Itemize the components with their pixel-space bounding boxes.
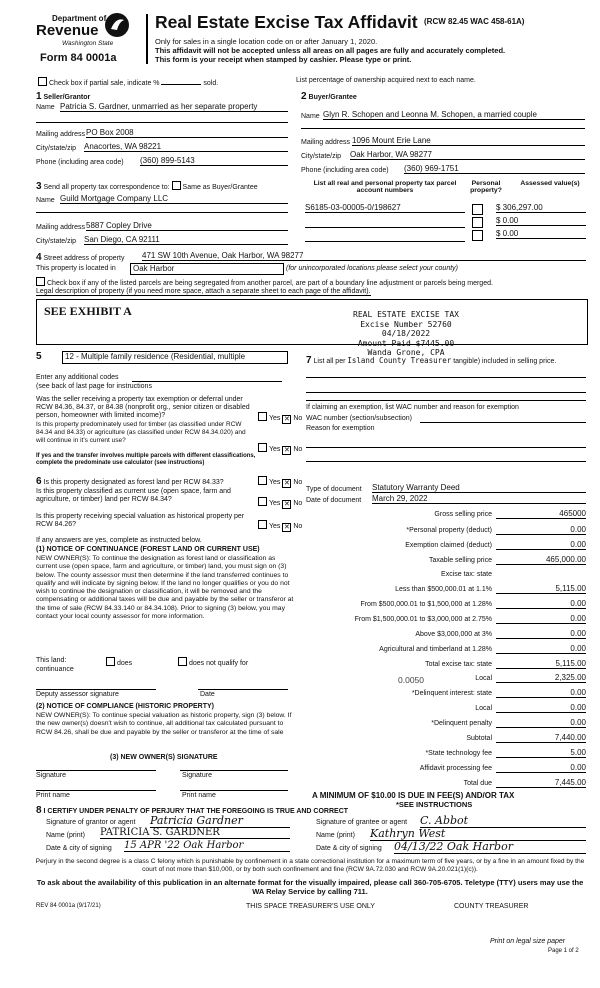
- dor-logo-icon: [104, 12, 130, 38]
- tax-label-interest-state: *Delinquent interest: state: [411, 690, 492, 697]
- owner-print-label-2: Print name: [182, 792, 216, 799]
- grantee-signature[interactable]: C. Abbot: [420, 814, 586, 828]
- exemption-no-checkbox[interactable]: ✕: [283, 416, 290, 423]
- tax-value-tier2[interactable]: 0.00: [496, 599, 586, 609]
- tax-value-gross[interactable]: 465000: [496, 509, 586, 519]
- seller-phone-label: Phone (including area code): [36, 159, 124, 166]
- tax-label-tier4: Above $3,000,000 at 3%: [415, 631, 492, 638]
- historic-yes-checkbox[interactable]: [258, 520, 267, 529]
- seller-mailing-label: Mailing address: [36, 131, 86, 138]
- tax-value-interest-local[interactable]: 0.00: [496, 703, 586, 713]
- tax-label-excise-state: Excise tax: state: [441, 571, 492, 578]
- historic-no-checkbox[interactable]: ✕: [283, 524, 290, 531]
- wac-field[interactable]: [420, 415, 586, 423]
- owner-signature-label-1: Signature: [36, 772, 66, 779]
- corr-name-field[interactable]: Guild Mortgage Company LLC: [60, 194, 288, 204]
- continuance-label: continuance: [36, 666, 74, 673]
- grantor-name[interactable]: PATRICIA S. GARDNER: [100, 827, 290, 839]
- corr-city-label: City/state/zip: [36, 238, 77, 245]
- tax-value-technology[interactable]: 5.00: [496, 748, 586, 758]
- treasurer-stamp: [316, 310, 496, 358]
- section7-num: 7: [306, 355, 312, 366]
- section7-text-a: List all per: [313, 358, 346, 365]
- buyer-phone-label: Phone (including area code): [301, 167, 389, 174]
- tax-value-local[interactable]: 2,325.00: [496, 673, 586, 683]
- corr-mailing-field[interactable]: 5887 Copley Drive: [86, 221, 288, 231]
- parcel-value-2[interactable]: $ 0.00: [496, 216, 586, 226]
- tax-label-taxable: Taxable selling price: [428, 557, 492, 564]
- doc-type-label: Type of document: [306, 486, 362, 493]
- grantor-date-label: Date & city of signing: [46, 845, 112, 852]
- exemption-yes-checkbox[interactable]: [258, 412, 267, 421]
- historic-question: Is this property receiving special valuation as historical property per RCW 84.26?: [36, 513, 245, 528]
- parcel-number-1[interactable]: S6185-03-00005-0/198627: [305, 203, 465, 213]
- timber-yes-label: Yes: [269, 446, 281, 453]
- tax-label-agricultural: Agricultural and timberland at 1.28%: [379, 646, 492, 653]
- minimum-notice: A MINIMUM OF $10.00 IS DUE IN FEE(S) AND/OR TAX: [312, 791, 515, 800]
- county-treasurer: COUNTY TREASURER: [454, 903, 529, 910]
- forest-yes-checkbox[interactable]: [258, 476, 267, 485]
- seller-heading-label: Seller/Grantor: [43, 94, 91, 101]
- tax-value-penalty[interactable]: 0.00: [496, 718, 586, 728]
- deputy-label: Deputy assessor signature: [36, 691, 119, 698]
- timber-question-b: If yes and the transfer involves multiple parcels with different classifications, complete the predominate use calculator (see instructions): [36, 453, 256, 466]
- partial-sale-label: Check box if partial sale, indicate %: [49, 80, 160, 87]
- alternate-format: To ask about the availability of this publication in an alternate format for the visually impaired, please call 360-705-6705. Teletype (TTY) users may use the WA Relay Service by calling 711.: [36, 878, 584, 896]
- grantee-date-label: Date & city of signing: [316, 845, 382, 852]
- parcel-personal-3[interactable]: [472, 230, 483, 241]
- seller-heading: [36, 91, 90, 102]
- tax-label-total-state: Total excise tax: state: [425, 661, 492, 668]
- land-use-select[interactable]: 12 - Multiple family residence (Residential, multiple: [62, 351, 288, 364]
- tax-value-agricultural[interactable]: 0.00: [496, 644, 586, 654]
- see-back-label: (see back of last page for instructions: [36, 383, 152, 390]
- located-select[interactable]: Oak Harbor: [130, 263, 284, 275]
- subtitle-2: This affidavit will not be accepted unless all areas on all pages are fully and accurately completed.: [155, 46, 506, 55]
- parcels-col3: Assessed value(s): [520, 180, 580, 187]
- grantee-name-label: Name (print): [316, 832, 355, 839]
- seller-num: 1: [36, 91, 42, 102]
- form-rcw: (RCW 82.45 WAC 458-61A): [424, 17, 525, 26]
- partial-sale-checkbox[interactable]: [38, 77, 47, 86]
- section6-num: 6: [36, 476, 42, 487]
- street-field[interactable]: 471 SW 10th Avenue, Oak Harbor, WA 98277: [142, 251, 586, 261]
- form-title: Real Estate Excise Tax Affidavit: [155, 12, 418, 32]
- tax-label-local: Local: [475, 675, 492, 682]
- tax-value-tier4[interactable]: 0.00: [496, 629, 586, 639]
- tax-label-gross: Gross selling price: [434, 511, 492, 518]
- segregated-row: [36, 277, 493, 287]
- current-use-yes-label: Yes: [269, 500, 281, 507]
- street-row: [36, 252, 124, 263]
- does-not-label: does not qualify for: [189, 660, 249, 667]
- buyer-heading-label: Buyer/Grantee: [308, 94, 357, 101]
- street-label: Street address of property: [43, 255, 125, 262]
- parcel-personal-1[interactable]: [472, 204, 483, 215]
- wac-label: WAC number (section/subsection): [306, 415, 412, 422]
- parcels-col1: List all real and personal property tax parcel account numbers: [313, 180, 457, 194]
- tax-value-total-state[interactable]: 5,115.00: [496, 659, 586, 669]
- forest-no-label: No: [293, 479, 303, 486]
- segregated-checkbox[interactable]: [36, 277, 45, 286]
- dept-line1: Department of: [52, 14, 107, 23]
- tax-value-tier3[interactable]: 0.00: [496, 614, 586, 624]
- parcels-col2: Personal property?: [470, 180, 502, 194]
- does-checkbox[interactable]: [106, 657, 115, 666]
- seller-city-label: City/state/zip: [36, 145, 77, 152]
- if-yes-text: If any answers are yes, complete as instructed below.: [36, 537, 202, 544]
- additional-codes-label: Enter any additional codes: [36, 374, 119, 381]
- seller-city-field[interactable]: Anacortes, WA 98221: [84, 142, 288, 152]
- page-number: Page 1 of 2: [548, 948, 579, 954]
- stamp-line4: Amount Paid $7445.00: [357, 338, 455, 348]
- historic-yes-label: Yes: [269, 523, 281, 530]
- stamp-line1: REAL ESTATE EXCISE TAX: [353, 310, 459, 319]
- grantee-name[interactable]: Kathryn West: [370, 827, 586, 841]
- exemption-question: Was the seller receiving a property tax exemption or deferral under RCW 84.36, 84.37, or 84.38 (nonprofit org., senior citizen or disabled person, homeowner with limited income)?: [36, 396, 250, 419]
- exemption-no-label: No: [293, 415, 303, 422]
- does-option: [106, 657, 132, 667]
- dept-line2: Revenue: [36, 22, 99, 39]
- deputy-date-label: Date: [200, 691, 215, 698]
- correspondence-num: 3: [36, 181, 42, 192]
- list-percentage: List percentage of ownership acquired next to each name.: [296, 77, 476, 84]
- dor-logo: [10, 12, 130, 64]
- same-as-buyer-label: Same as Buyer/Grantee: [182, 184, 258, 191]
- does-not-option: [178, 657, 248, 667]
- tax-label-tier2: From $500,000.01 to $1,500,000 at 1.28%: [360, 601, 492, 608]
- corr-name-label: Name: [36, 197, 55, 204]
- tax-label-personal: *Personal property (deduct): [406, 527, 492, 534]
- treasurer-use: THIS SPACE TREASURER'S USE ONLY: [246, 903, 375, 910]
- forest-no-checkbox[interactable]: ✕: [283, 480, 290, 487]
- notice3-title: (3) NEW OWNER(S) SIGNATURE: [110, 754, 218, 761]
- corr-city-field[interactable]: San Diego, CA 92111: [84, 235, 288, 245]
- section8-num: 8: [36, 805, 42, 816]
- forest-yes-label: Yes: [269, 479, 281, 486]
- buyer-heading: [301, 91, 357, 102]
- tax-label-technology: *State technology fee: [425, 750, 492, 757]
- tax-label-total-due: Total due: [463, 780, 492, 787]
- does-not-checkbox[interactable]: [178, 657, 187, 666]
- tax-value-taxable[interactable]: 465,000.00: [496, 555, 586, 565]
- buyer-phone-field[interactable]: (360) 969-1751: [404, 164, 585, 174]
- section7-row: [306, 355, 556, 366]
- grantor-sig-label: Signature of grantor or agent: [46, 819, 136, 826]
- grantor-signature[interactable]: Patricia Gardner: [150, 814, 290, 828]
- forest-row: [36, 476, 224, 487]
- buyer-mailing-field[interactable]: 1096 Mount Erie Lane: [352, 136, 585, 146]
- timber-yes-checkbox[interactable]: [258, 443, 267, 452]
- tax-value-interest-state[interactable]: 0.00: [496, 688, 586, 698]
- stamp-line3: 04/18/2022: [381, 329, 431, 338]
- historic-yes-no: [258, 520, 302, 532]
- see-instructions: *SEE INSTRUCTIONS: [396, 800, 473, 809]
- timber-question: Is this property predominately used for timber (as classified under RCW 84.34 and 84.33) or agriculture (as classified under RCW 84.34.020) and will continue in it's current use?: [36, 421, 246, 444]
- stamp-line2: Excise Number 52760: [360, 319, 452, 329]
- parcel-personal-2[interactable]: [472, 217, 483, 228]
- tax-label-tier1: Less than $500,000.01 at 1.1%: [395, 586, 492, 593]
- forest-yes-no: [258, 476, 302, 488]
- buyer-name-field[interactable]: Glyn R. Schopen and Leonna M. Schopen, a married couple: [323, 110, 585, 120]
- grantor-name-label: Name (print): [46, 832, 85, 839]
- grantee-date[interactable]: 04/13/22 Oak Harbor: [394, 840, 586, 854]
- tax-value-subtotal[interactable]: 7,440.00: [496, 733, 586, 743]
- tax-label-processing: Affidavit processing fee: [419, 765, 492, 772]
- correspondence-heading-label: Send all property tax correspondence to:: [43, 184, 170, 191]
- does-label: does: [117, 660, 133, 667]
- stamp-line6: Island County Treasurer: [347, 356, 452, 365]
- partial-sale-sold: sold.: [203, 80, 219, 87]
- owner-print-label-1: Print name: [36, 792, 70, 799]
- buyer-city-label: City/state/zip: [301, 153, 342, 160]
- seller-phone-field[interactable]: (360) 899-5143: [140, 156, 288, 166]
- certify-text: I CERTIFY UNDER PENALTY OF PERJURY THAT THE FOREGOING IS TRUE AND CORRECT: [43, 808, 349, 815]
- print-legal: Print on legal size paper: [490, 938, 566, 945]
- legal-description: SEE EXHIBIT A: [44, 304, 132, 318]
- owner-signature-label-2: Signature: [182, 772, 212, 779]
- this-land-label: This land:: [36, 657, 67, 664]
- buyer-mailing-label: Mailing address: [301, 139, 351, 146]
- located-note: (for unincorporated locations please select your county): [286, 265, 458, 272]
- timber-no-label: No: [293, 446, 303, 453]
- local-rate: 0.0050: [398, 675, 424, 685]
- notice2-text: NEW OWNER(S): To continue special valuation as historic property, sign (3) below. If the new owner(s) doesn't wish to continue, all additional tax calculated pursuant to RCW 84.26, shall be due and payable by the seller or transferor at the time of sale: [36, 712, 292, 736]
- perjury-notice: [30, 858, 590, 874]
- form-number: Form 84 0001a: [40, 52, 117, 64]
- notice1-text: NEW OWNER(S): To continue the designation as forest land or classification as current use (open space, farm and agriculture, or timber) land, you must sign on (3) below. The county assessor must then determine if the land transferred continues to qualify and will indicate by signing below. If the land no longer qualifies or you do not wish to continue the designation or classification, it will be removed and the compensating or additional taxes will be due and payable by the seller or transferor at the time of sale (RCW 84.33.140 or 84.34.108). Prior to signing (3) below, you may contact your local county assessor for more information.: [36, 555, 294, 621]
- parcel-value-3[interactable]: $ 0.00: [496, 229, 586, 239]
- parcel-number-3[interactable]: [305, 231, 465, 242]
- parcel-number-2[interactable]: [305, 217, 465, 228]
- doc-date-field[interactable]: March 29, 2022: [372, 494, 586, 504]
- located-label: This property is located in: [36, 265, 116, 272]
- tax-value-total-due[interactable]: 7,445.00: [496, 778, 586, 788]
- subtitle-3: This form is your receipt when stamped by cashier. Please type or print.: [155, 55, 412, 64]
- rev-number: REV 84 0001a (9/17/21): [36, 903, 101, 909]
- perjury-text: Perjury in the second degree is a class C felony which is punishable by confinement in a state correctional institution for a maximum term of five years, or by a fine in an amount fixed by the court of not more than $10,000, or by both such confinement and fine (RCW 9A.72.030 and RCW 9A.20.021(1)(c)).: [35, 858, 585, 873]
- reason-label: Reason for exemption: [306, 425, 375, 432]
- seller-name-row: [36, 104, 55, 111]
- section5-num: 5: [36, 351, 42, 362]
- doc-type-field[interactable]: Statutory Warranty Deed: [372, 483, 586, 493]
- notice2-title: (2) NOTICE OF COMPLIANCE (HISTORIC PROPERTY): [36, 703, 214, 710]
- grantor-date[interactable]: 15 APR '22 Oak Harbor: [124, 840, 290, 852]
- forest-question: Is this property designated as forest land per RCW 84.33?: [43, 479, 224, 486]
- buyer-city-field[interactable]: Oak Harbor, WA 98277: [350, 150, 585, 160]
- segregated-label: Check box if any of the listed parcels are being segregated from another parcel, are part of a boundary line adjustment or parcels being merged.: [47, 280, 493, 287]
- parcel-value-1[interactable]: $ 306,297.00: [496, 203, 586, 213]
- property-num: 4: [36, 252, 42, 263]
- wac-intro: If claiming an exemption, list WAC number and reason for exemption: [306, 404, 519, 411]
- stamp-line5: Wanda Grone, CPA: [367, 348, 445, 357]
- current-use-yes-checkbox[interactable]: [258, 497, 267, 506]
- tax-label-tier3: From $1,500,000.01 to $3,000,000 at 2.75%: [354, 616, 492, 623]
- buyer-num: 2: [301, 91, 307, 102]
- current-use-no-label: No: [293, 500, 303, 507]
- dept-line3: Washington State: [62, 40, 114, 47]
- exemption-yes-no: [258, 412, 302, 424]
- grantee-sig-label: Signature of grantee or agent: [316, 819, 408, 826]
- historic-no-label: No: [293, 523, 303, 530]
- timber-no-checkbox[interactable]: ✕: [283, 447, 290, 454]
- seller-name-field[interactable]: Patricia S. Gardner, unmarried as her separate property: [60, 102, 288, 112]
- buyer-name-label: Name: [301, 113, 320, 120]
- tax-label-penalty: *Delinquent penalty: [431, 720, 492, 727]
- current-use-question: Is this property classified as current use (open space, farm and agriculture, or timber) land per RCW 84.34?: [36, 488, 231, 503]
- tax-value-tier1[interactable]: 5,115.00: [496, 584, 586, 594]
- notice1-title: (1) NOTICE OF CONTINUANCE (FOREST LAND OR CURRENT USE): [36, 546, 260, 553]
- tax-label-interest-local: Local: [475, 705, 492, 712]
- subtitle-1: Only for sales in a single location code on or after January 1, 2020.: [155, 37, 378, 46]
- timber-yes-no: [258, 443, 302, 455]
- partial-sale-row: [38, 77, 218, 87]
- section7-text-b: tangible) included in selling price.: [453, 358, 557, 365]
- tax-value-personal[interactable]: 0.00: [496, 525, 586, 535]
- exemption-yes-label: Yes: [269, 415, 281, 422]
- correspondence-heading: [36, 181, 258, 192]
- seller-mailing-field[interactable]: PO Box 2008: [86, 128, 288, 138]
- same-as-buyer-checkbox[interactable]: [172, 181, 181, 190]
- current-use-yes-no: [258, 497, 302, 509]
- tax-label-subtotal: Subtotal: [466, 735, 492, 742]
- tax-label-exemption: Exemption claimed (deduct): [405, 542, 492, 549]
- corr-mailing-label: Mailing address: [36, 224, 86, 231]
- tax-value-exemption[interactable]: 0.00: [496, 540, 586, 550]
- seller-name-label: Name: [36, 104, 55, 111]
- tax-value-processing[interactable]: 0.00: [496, 763, 586, 773]
- doc-date-label: Date of document: [306, 497, 362, 504]
- legal-label: Legal description of property (if you need more space, attach a separate sheet to each page of the affidavit).: [36, 288, 371, 295]
- current-use-no-checkbox[interactable]: ✕: [283, 501, 290, 508]
